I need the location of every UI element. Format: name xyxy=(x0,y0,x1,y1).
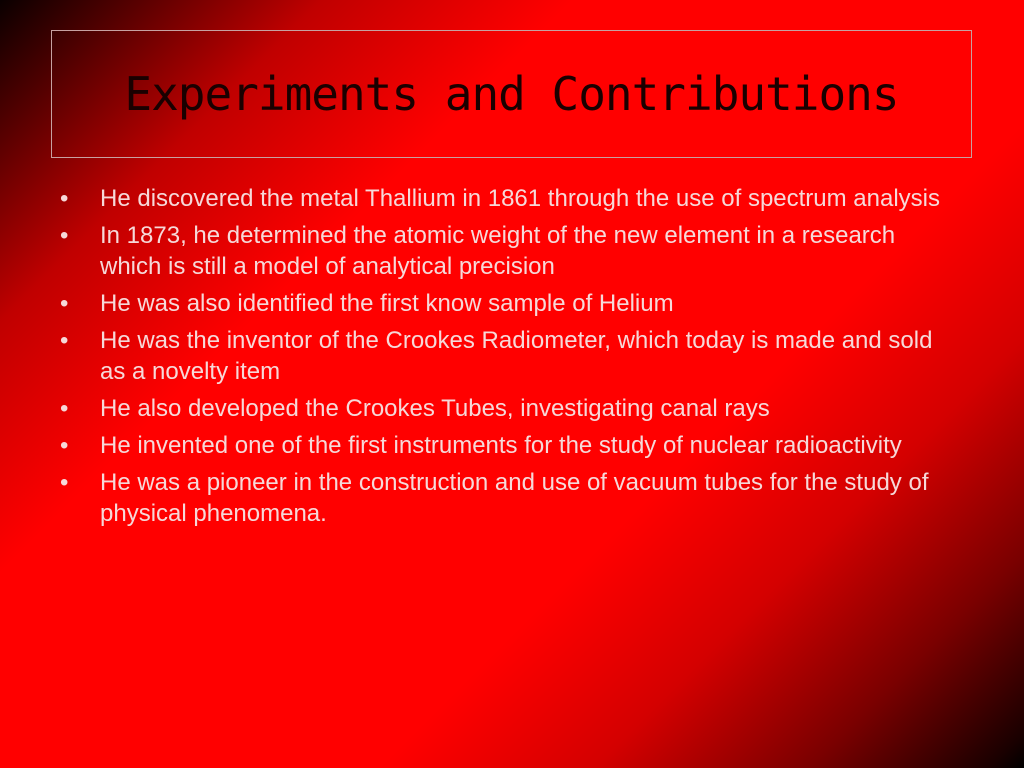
bullet-text: He also developed the Crookes Tubes, investigating canal rays xyxy=(100,395,770,422)
bullet-marker: • xyxy=(60,469,69,496)
bullet-marker: • xyxy=(60,290,69,317)
bullet-text: In 1873, he determined the atomic weight of the new element in a research which is still a model of analytical precision xyxy=(100,222,896,280)
bullet-marker: • xyxy=(60,327,69,354)
bullet-item xyxy=(56,288,946,319)
bullet-item xyxy=(56,430,946,461)
bullet-marker: • xyxy=(60,222,69,249)
bullet-marker: • xyxy=(60,432,69,459)
bullet-item xyxy=(56,325,946,387)
bullet-marker: • xyxy=(60,185,69,212)
bullet-text: He discovered the metal Thallium in 1861 through the use of spectrum analysis xyxy=(100,185,941,212)
slide-title: Experiments and Contributions xyxy=(124,67,899,121)
bullet-text: He was a pioneer in the construction and use of vacuum tubes for the study of physical phenomena. xyxy=(100,469,929,527)
bullet-text: He was also identified the first know sample of Helium xyxy=(100,290,674,317)
bullet-text: He invented one of the first instruments for the study of nuclear radioactivity xyxy=(100,432,902,459)
bullet-item xyxy=(56,183,946,214)
bullet-item xyxy=(56,467,946,529)
title-placeholder xyxy=(51,30,972,158)
bullet-text: He was the inventor of the Crookes Radiometer, which today is made and sold as a novelty item xyxy=(100,327,933,385)
bullet-list xyxy=(56,183,946,535)
bullet-item xyxy=(56,220,946,282)
bullet-item xyxy=(56,393,946,424)
bullet-marker: • xyxy=(60,395,69,422)
